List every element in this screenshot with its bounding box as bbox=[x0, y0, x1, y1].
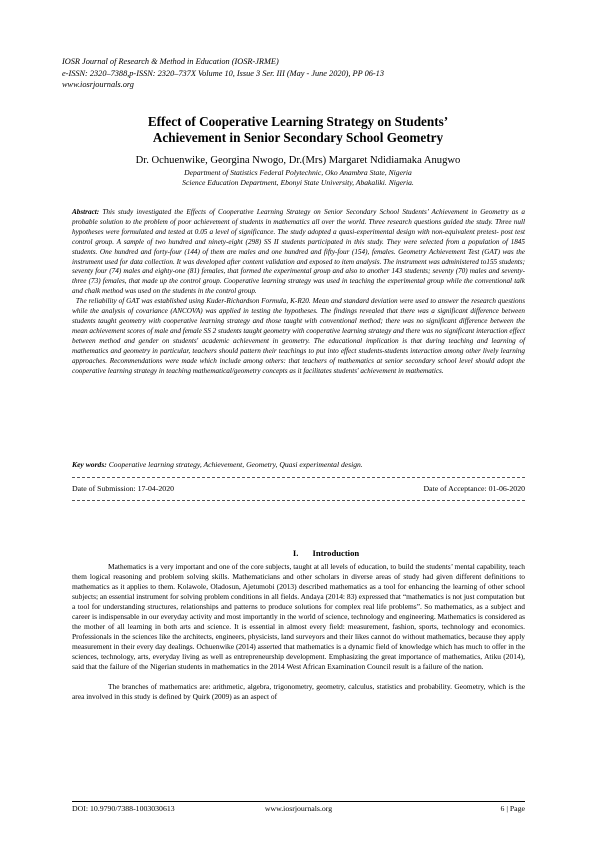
footer-doi: DOI: 10.9790/7388-1003030613 bbox=[72, 804, 175, 813]
abstract-text-2: The reliability of GAT was established using Kuder-Richardson Formula, K-R20. Mean and standard deviation were used to answer the research questions while the analysis of covariance (ANCOVA) was applied in testing the hypotheses. The findings revealed that there was a significant difference between students taught geometry with cooperative learning strategy and those taught with conventional method; there was no significant difference between the mean achievement scores of male and female SS 2 students taught geometry with cooperative learning strategy and there was no significant interaction effect between method and gender on students' academic achievement in geometry. The educational implication is that during teaching and learning of mathematics and geometry in particular, teachers should pattern their teachings to put into effect students-students interaction among other lively learning approaches. Recommendations were made which include among others: that teachers of mathematics at senior secondary school level should adopt the cooperative learning strategy in teaching mathematical/geometry concepts as it facilitates students' achievement in mathematics. bbox=[72, 297, 526, 375]
keywords-text: Cooperative learning strategy, Achievement, Geometry, Quasi experimental design. bbox=[108, 460, 363, 469]
footer-site: www.iosrjournals.org bbox=[264, 804, 333, 813]
abstract-text-1: This study investigated the Effects of Cooperative Learning Strategy on Senior Secondary School Students’ Achievement in Geometry as a probable solution to the problem of poor achievement of students in mathematics all over the world. Three research questions guided the study. Three null hypotheses were formulated and tested at 0.05 a level of significance. The study adopted a quasi-experimental design with non-equivalent pretest- post test control group. A sample of two hundred and ninety-eight (298) SS II students participated in this study. They were selected from a population of 1845 students. One hundred and forty-four (144) of them are males and one hundred and fifty-four (154), females. Geometry Achievement Test (GAT) was the instrument used for data collection. It was developed after content validation and exposed to item analysis. The instrument was administered to155 students; seventy four (74) males and eighty-one (81) females, that formed the experimental group and also to another 143 students; seventy (70) males and seventy-three (73) females, that made up the control group. Cooperative learning strategy was used in teaching the experimental group while the conventional talk and chalk method was used on the students in the control group. bbox=[72, 208, 526, 296]
paper-title bbox=[62, 114, 534, 146]
footer-rule bbox=[72, 801, 525, 802]
section-number: I. bbox=[292, 548, 299, 558]
body-para-2: The branches of mathematics are: arithmetic, algebra, trigonometry, geometry, calculus, statistics and probability. Geometry, which is the area involved in this study is defined by Quirk (2009) as an aspect of bbox=[72, 682, 525, 701]
section-title: Introduction bbox=[312, 548, 360, 558]
authors: Dr. Ochuenwike, Georgina Nwogo, Dr.(Mrs) Margaret Ndidiamaka Anugwo bbox=[135, 155, 461, 166]
section-heading bbox=[62, 548, 534, 559]
body-text bbox=[72, 562, 525, 702]
title-line-1: Effect of Cooperative Learning Strategy on Students’ bbox=[147, 114, 449, 129]
page-footer bbox=[72, 804, 525, 814]
abstract bbox=[72, 208, 525, 376]
affiliation-2: Science Education Department, Ebonyi State University, Abakaliki. Nigeria. bbox=[182, 178, 414, 188]
abstract-label: Abstract: bbox=[72, 208, 100, 216]
journal-website: www.iosrjournals.org bbox=[62, 80, 134, 89]
journal-header bbox=[62, 56, 542, 91]
journal-name: IOSR Journal of Research & Method in Education (IOSR-JRME) bbox=[62, 57, 279, 66]
dates-row bbox=[72, 484, 525, 494]
keywords-label: Key words: bbox=[72, 460, 107, 469]
title-line-2: Achievement in Senior Secondary School Geometry bbox=[152, 130, 444, 145]
date-acceptance: Date of Acceptance: 01-06-2020 bbox=[423, 484, 525, 493]
date-submission: Date of Submission: 17-04-2020 bbox=[72, 484, 175, 493]
divider-bottom bbox=[72, 500, 525, 501]
abstract-para-2 bbox=[72, 297, 525, 376]
affiliations bbox=[62, 168, 534, 189]
journal-issn: e-ISSN: 2320–7388,p-ISSN: 2320–737X Volume 10, Issue 3 Ser. III (May - June 2020), PP 06-13 bbox=[62, 68, 384, 78]
abstract-para-1 bbox=[72, 208, 525, 297]
divider-top bbox=[72, 477, 525, 478]
keywords bbox=[72, 460, 532, 470]
body-para-1: Mathematics is a very important and one of the core subjects, taught at all levels of education, to build the students’ mental capability, teach them logical reasoning and problem solving skills. Mathematicians and other scholars in diverse areas of study had given different definitions to mathematics as it applies to them. Kolawole, Oladosun, Ajetumobi (2013) described mathematics as a tool for enhancing the learning of other school subjects; an essential instrument for solving problem conditions in all fields. Andaya (2014: 83) expressed that “mathematics is not just computation but a tool for understanding structures, relationships and patterns to produce solutions for complex real life problems”. So mathematics, as a subject and career is indispensable in our everyday activity and most importantly in the world of science, technology and engineering. Mathematics is considered as the mother of all learning in both arts and science. It is essential in almost every field: measurement, fashion, sports, technology and economics. Professionals in the sciences like the architects, engineers, physicists, land surveyors and their likes cannot do without mathematics, because they apply measurement in their every day dealings. Ochuenwike (2014) asserted that mathematics is a dynamic field of knowledge which has much to offer in the sciences, technology, arts, everyday living as well as entrepreneurship development. Emphasizing the great importance of mathematics, Atiku (2014), said that the failure of the Nigerian students in mathematics in the 2014 West African Examination Council result is a failure of the nation. bbox=[72, 562, 525, 671]
footer-page: 6 | Page bbox=[500, 804, 525, 813]
affiliation-1: Department of Statistics Federal Polytechnic, Oko Anambra State, Nigeria bbox=[184, 168, 412, 177]
